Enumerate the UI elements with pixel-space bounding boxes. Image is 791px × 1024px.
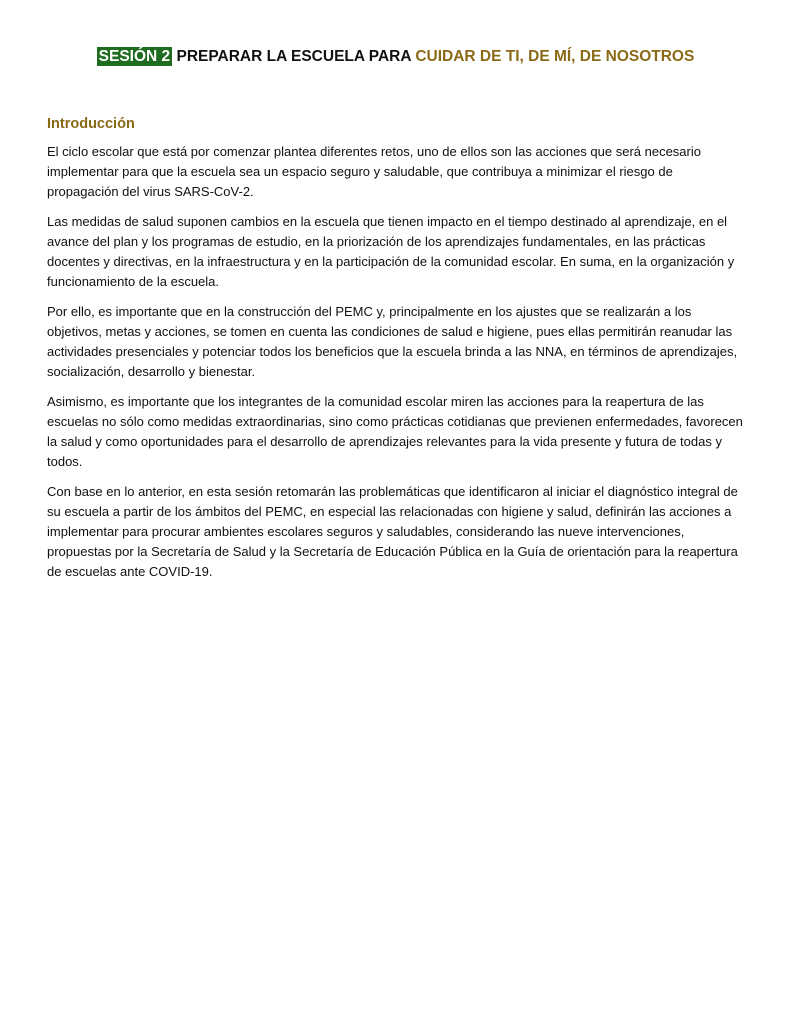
introduction-section [47, 116, 747, 592]
paragraph-2: Las medidas de salud suponen cambios en la escuela que tienen impacto en el tiempo destinado al aprendizaje, en el avance del plan y los programas de estudio, en la priorización de los aprendizajes fundamentales, en las prácticas docentes y directivas, en la infraestructura y en la participación de la comunidad escolar. En suma, en la organización y funcionamiento de la escuela. [47, 214, 735, 289]
paragraph-3: Por ello, es importante que en la construcción del PEMC y, principalmente en los ajustes que se realizarán a los objetivos, metas y acciones, se tomen en cuenta las condiciones de salud e higiene, pues ellas permitirán reanudar las actividades presenciales y potenciar todos los beneficios que la escuela brinda a las NNA, en términos de aprendizajes, socialización, desarrollo y bienestar. [47, 304, 738, 379]
section-heading: Introducción [47, 116, 135, 132]
session-title [0, 48, 791, 66]
paragraph-5: Con base en lo anterior, en esta sesión retomarán las problemáticas que identificaron al iniciar el diagnóstico integral de su escuela a partir de los ámbitos del PEMC, en especial las relacionadas con higiene y salud, definirán las acciones a implementar para procurar ambientes escolares seguros y saludables, considerando las nueve intervenciones, propuestas por la Secretaría de Salud y la Secretaría de Educación Pública en la Guía de orientación para la reapertura de escuelas ante COVID-19. [47, 484, 738, 579]
session-title-accent: CUIDAR DE TI, DE MÍ, DE NOSOTROS [415, 48, 695, 65]
session-badge: SESIÓN 2 [98, 48, 171, 65]
paragraph-4: Asimismo, es importante que los integrantes de la comunidad escolar miren las acciones para la reapertura de las escuelas no sólo como medidas extraordinarias, sino como prácticas cotidianas que previenen enfermedades, favorecen la salud y como oportunidades para el desarrollo de aprendizajes relevantes para la vida presente y futura de todas y todos. [47, 394, 743, 469]
session-title-main: PREPARAR LA ESCUELA PARA [172, 48, 416, 65]
paragraph-1: El ciclo escolar que está por comenzar plantea diferentes retos, uno de ellos son las acciones que será necesario implementar para que la escuela sea un espacio seguro y saludable, que contribuya a minimizar el riesgo de propagación del virus SARS-CoV-2. [47, 144, 701, 199]
